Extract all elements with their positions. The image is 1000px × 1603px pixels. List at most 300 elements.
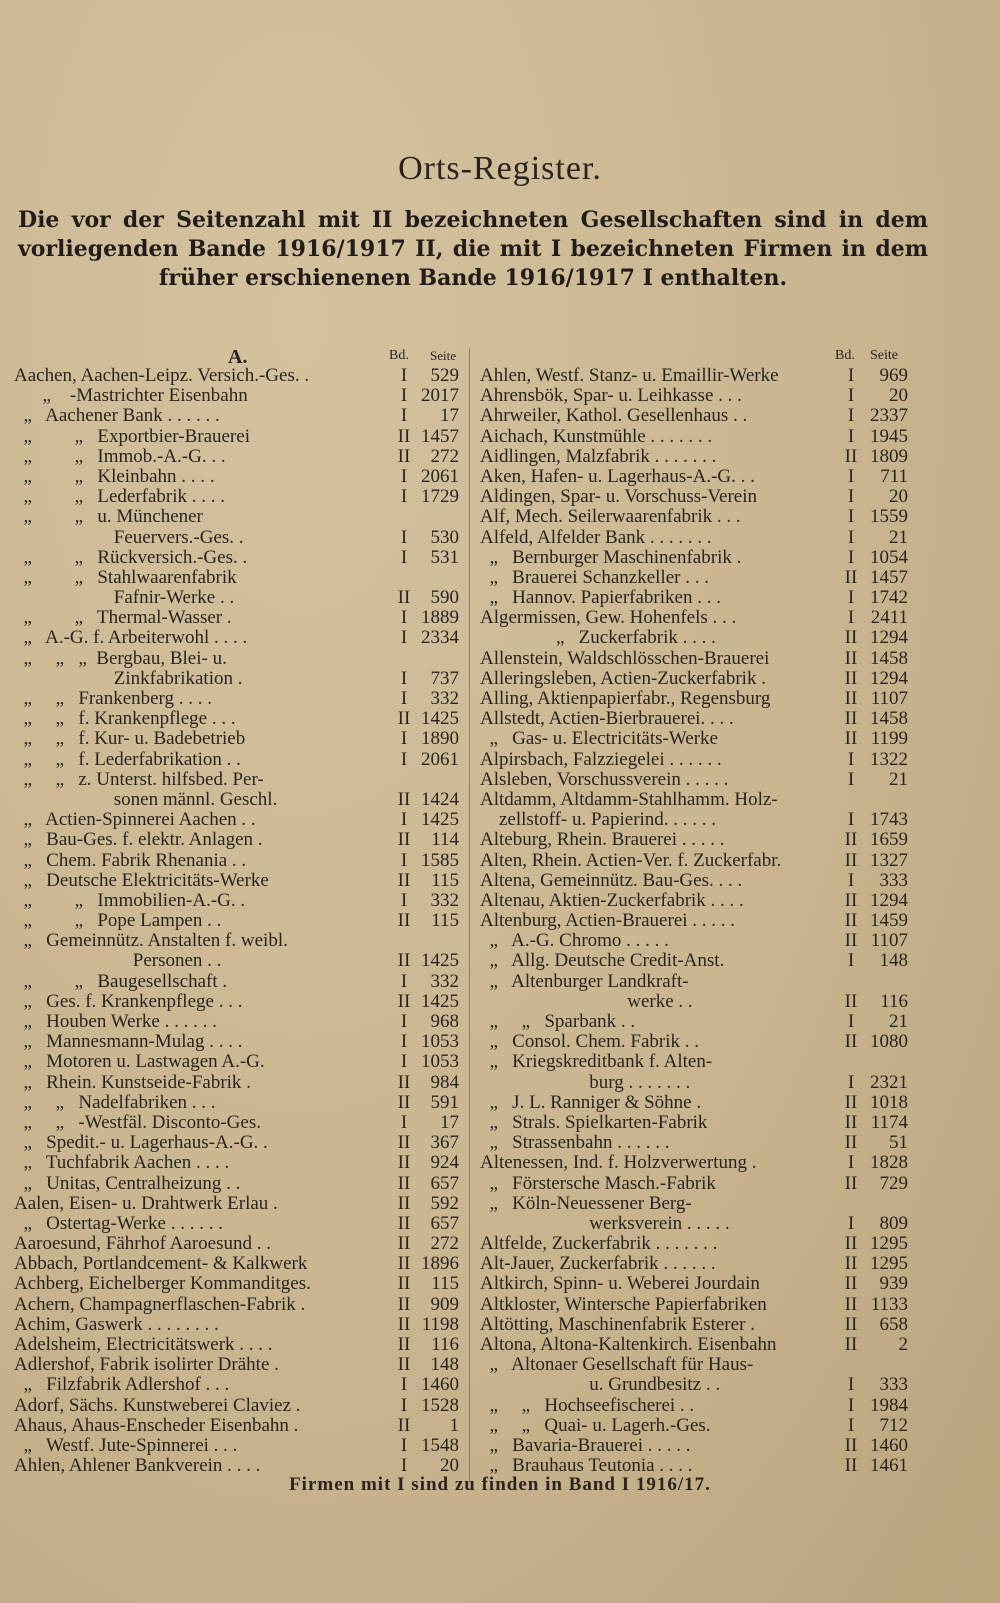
register-entry <box>14 951 470 971</box>
bd-header: Bd. <box>835 348 855 363</box>
register-entry <box>14 406 470 426</box>
bd-header: Bd. <box>389 348 409 363</box>
entry-page: 1295 <box>870 1253 908 1275</box>
register-entry <box>480 528 928 548</box>
entry-volume: I <box>400 728 408 750</box>
entry-volume: II <box>844 910 858 932</box>
entry-text: „ Bavaria-Brauerei . . . . . <box>480 1435 691 1456</box>
register-entry <box>480 992 928 1012</box>
entry-text: „ „ Immobilien-A.-G. . <box>14 890 246 911</box>
entry-text: „ Bernburger Maschinenfabrik . <box>480 547 742 568</box>
entry-page: 332 <box>430 688 459 709</box>
entry-text: „ „ Thermal-Wasser . <box>14 608 232 629</box>
entry-text: „ Aachener Bank . . . . . . <box>14 406 220 427</box>
seite-header: Seite <box>430 348 456 363</box>
entry-page: 1054 <box>870 546 908 568</box>
entry-volume: I <box>400 809 408 831</box>
entry-text: „ Strassenbahn . . . . . . <box>480 1133 670 1154</box>
entry-text: Ahlen, Westf. Stanz- u. Emaillir-Werke <box>480 366 779 386</box>
register-entry <box>480 406 928 426</box>
entry-volume: II <box>397 1273 411 1295</box>
register-entry <box>14 1375 470 1395</box>
entry-page: 116 <box>880 990 908 1012</box>
entry-volume: II <box>844 1434 858 1456</box>
entry-volume: II <box>844 688 858 709</box>
entry-page: 1896 <box>421 1253 459 1275</box>
register-entry <box>14 669 470 689</box>
entry-page: 1458 <box>870 647 908 669</box>
entry-volume: I <box>400 365 408 386</box>
entry-page: 1053 <box>421 1051 459 1073</box>
entry-text: Ahaus, Ahaus-Enscheder Eisenbahn . <box>14 1415 299 1436</box>
entry-text: „ Brauerei Schanzkeller . . . <box>480 567 709 588</box>
entry-page: 1559 <box>870 506 908 528</box>
register-entry <box>14 729 470 749</box>
register-entry <box>480 709 928 729</box>
register-entry <box>14 871 470 891</box>
entry-page: 1729 <box>421 486 459 508</box>
entry-volume: II <box>397 1172 411 1194</box>
entry-text: „ „ Hochseefischerei . . <box>480 1395 695 1416</box>
register-list-right <box>480 366 928 1476</box>
register-entry <box>14 1295 470 1315</box>
register-entry <box>480 810 928 830</box>
entry-volume: II <box>397 788 411 810</box>
register-entry <box>480 1012 928 1032</box>
entry-volume: I <box>847 405 855 427</box>
entry-volume: I <box>847 365 855 386</box>
register-entry <box>14 628 470 648</box>
section-letter: A. <box>228 346 248 368</box>
entry-volume: II <box>397 1334 411 1355</box>
entry-page: 1294 <box>870 627 908 649</box>
entry-page: 272 <box>430 445 459 467</box>
entry-text: „ Hannov. Papierfabriken . . . <box>480 588 721 609</box>
register-entry <box>14 1194 470 1214</box>
entry-page: 148 <box>430 1354 459 1376</box>
entry-volume: I <box>847 486 855 508</box>
entry-page: 1528 <box>421 1394 459 1416</box>
entry-page: 20 <box>440 1455 459 1477</box>
register-entry <box>480 790 928 810</box>
register-entry <box>14 1274 470 1294</box>
register-entry <box>480 1295 928 1315</box>
notice-line-2: vorliegenden Bande 1916/1917 II, die mit I bezeichneten Firmen in dem <box>18 236 928 262</box>
entry-page: 2337 <box>870 405 908 427</box>
register-entry <box>14 1113 470 1133</box>
register-entry <box>480 487 928 507</box>
entry-text: Altenburg, Actien-Brauerei . . . . . <box>480 911 736 932</box>
entry-page: 2334 <box>421 627 459 649</box>
register-entry <box>14 568 470 588</box>
entry-volume: II <box>844 1253 858 1275</box>
entry-page: 1198 <box>421 1313 459 1335</box>
entry-page: 2061 <box>421 748 459 770</box>
register-entry <box>14 447 470 467</box>
entry-page: 51 <box>889 1132 908 1154</box>
entry-page: 333 <box>879 1374 908 1396</box>
entry-page: 590 <box>430 587 459 609</box>
entry-volume: II <box>844 990 858 1012</box>
entry-volume: II <box>397 1212 411 1234</box>
entry-text: Feuervers.-Ges. . <box>14 527 244 548</box>
register-entry <box>14 467 470 487</box>
register-column-right <box>480 348 928 1476</box>
register-entry <box>14 1396 470 1416</box>
register-entry <box>14 588 470 608</box>
register-entry <box>14 1153 470 1173</box>
entry-page: 1890 <box>421 728 459 750</box>
entry-volume: II <box>397 990 411 1012</box>
entry-volume: I <box>847 869 855 891</box>
entry-volume: I <box>847 546 855 568</box>
entry-text: „ Mannesmann-Mulag . . . . <box>14 1032 243 1053</box>
notice-text <box>18 206 928 293</box>
entry-text: Alteburg, Rhein. Brauerei . . . . . <box>480 830 725 851</box>
register-entry <box>14 386 470 406</box>
entry-page: 969 <box>879 365 908 386</box>
register-entry <box>480 851 928 871</box>
entry-page: 2321 <box>870 1071 908 1093</box>
entry-volume: I <box>400 627 408 649</box>
entry-page: 1053 <box>421 1031 459 1053</box>
entry-page: 332 <box>430 889 459 911</box>
entry-volume: I <box>847 950 855 972</box>
entry-text: „ Zuckerfabrik . . . . <box>480 628 716 649</box>
entry-page: 1295 <box>870 1233 908 1255</box>
entry-page: 1294 <box>870 667 908 689</box>
register-entry <box>14 810 470 830</box>
register-entry <box>14 1436 470 1456</box>
entry-page: 1659 <box>870 829 908 851</box>
entry-page: 1080 <box>870 1031 908 1053</box>
entry-text: „ Gas- u. Electricitäts-Werke <box>480 729 718 750</box>
entry-volume: I <box>400 748 408 770</box>
entry-text: Alsleben, Vorschussverein . . . . . <box>480 769 729 790</box>
entry-text: Ahlen, Ahlener Bankverein . . . . <box>14 1456 261 1477</box>
entry-volume: II <box>397 1071 411 1093</box>
entry-volume: II <box>844 445 858 467</box>
register-entry <box>480 1032 928 1052</box>
entry-text: „ Spedit.- u. Lagerhaus-A.-G. . <box>14 1133 268 1154</box>
entry-text: „ Motoren u. Lastwagen A.-G. <box>14 1052 265 1073</box>
entry-text: „ Filzfabrik Adlershof . . . <box>14 1375 230 1396</box>
entry-volume: II <box>397 1253 411 1275</box>
entry-page: 1174 <box>870 1111 908 1133</box>
register-entry <box>14 709 470 729</box>
entry-page: 909 <box>430 1293 459 1315</box>
entry-volume: I <box>400 546 408 568</box>
entry-text: „ „ Frankenberg . . . . <box>14 689 213 709</box>
entry-page: 530 <box>430 526 459 548</box>
entry-page: 531 <box>430 546 459 568</box>
entry-text: Allstedt, Actien-Bierbrauerei. . . . <box>480 709 734 730</box>
entry-page: 148 <box>879 950 908 972</box>
entry-page: 1457 <box>421 425 459 447</box>
register-entry <box>480 568 928 588</box>
entry-text: „ Deutsche Elektricitäts-Werke <box>14 870 269 891</box>
entry-page: 591 <box>430 1091 459 1113</box>
entry-text: „ „ Quai- u. Lagerh.-Ges. <box>480 1415 711 1436</box>
entry-volume: II <box>844 1273 858 1295</box>
entry-page: 17 <box>440 405 459 427</box>
entry-volume: II <box>397 1091 411 1113</box>
entry-volume: I <box>400 1455 408 1477</box>
register-entry <box>14 649 470 669</box>
entry-page: 1199 <box>870 728 908 750</box>
entry-text: „ Bau-Ges. f. elektr. Anlagen . <box>14 830 263 851</box>
entry-page: 116 <box>431 1334 459 1355</box>
entry-text: Personen . . <box>14 951 222 972</box>
register-entry <box>14 528 470 548</box>
entry-text: „ Consol. Chem. Fabrik . . <box>480 1032 700 1053</box>
entry-page: 21 <box>889 768 908 790</box>
entry-volume: I <box>847 1152 855 1174</box>
register-entry <box>14 992 470 1012</box>
entry-text: „ „ u. Münchener <box>14 507 203 528</box>
register-entry <box>480 1315 928 1335</box>
entry-text: Aidlingen, Malzfabrik . . . . . . . <box>480 446 717 467</box>
entry-text: Altkloster, Wintersche Papierfabriken <box>480 1294 767 1315</box>
entry-volume: II <box>397 708 411 730</box>
entry-page: 1459 <box>870 910 908 932</box>
entry-text: „ „ f. Kur- u. Badebetrieb <box>14 729 246 750</box>
entry-volume: I <box>400 465 408 487</box>
entry-page: 924 <box>430 1152 459 1174</box>
entry-page: 21 <box>889 526 908 548</box>
entry-page: 272 <box>430 1233 459 1255</box>
entry-text: Ahrensbök, Spar- u. Leihkasse . . . <box>480 386 742 407</box>
entry-page: 1294 <box>870 889 908 911</box>
entry-volume: II <box>844 849 858 871</box>
register-entry <box>14 1234 470 1254</box>
entry-volume: I <box>400 1031 408 1053</box>
entry-volume: II <box>397 1313 411 1335</box>
entry-page: 2411 <box>870 607 908 629</box>
entry-text: „ Tuchfabrik Aachen . . . . <box>14 1153 230 1174</box>
entry-volume: II <box>844 566 858 588</box>
register-entry <box>14 427 470 447</box>
entry-text: „ Allg. Deutsche Credit-Anst. <box>480 951 725 972</box>
entry-text: „ „ -Westfäl. Disconto-Ges. <box>14 1112 261 1133</box>
entry-text: „ Westf. Jute-Spinnerei . . . <box>14 1435 238 1456</box>
register-entry <box>480 548 928 568</box>
register-entry <box>480 931 928 951</box>
register-entry <box>480 608 928 628</box>
entry-text: Alt-Jauer, Zuckerfabrik . . . . . . <box>480 1254 716 1275</box>
entry-page: 968 <box>430 1011 459 1032</box>
entry-text: „ „ z. Unterst. hilfsbed. Per- <box>14 769 264 790</box>
entry-text: Altdamm, Altdamm-Stahlhamm. Holz- <box>480 789 778 810</box>
entry-text: Achberg, Eichelberger Kommanditges. <box>14 1274 311 1295</box>
entry-text: „ „ Nadelfabriken . . . <box>14 1092 216 1113</box>
entry-text: Altenessen, Ind. f. Holzverwertung . <box>480 1153 757 1174</box>
entry-volume: II <box>844 728 858 750</box>
entry-page: 711 <box>880 465 908 487</box>
register-entry <box>14 1174 470 1194</box>
entry-page: 1425 <box>421 809 459 831</box>
entry-volume: I <box>847 748 855 770</box>
entry-volume: II <box>844 889 858 911</box>
entry-volume: II <box>844 1334 858 1355</box>
notice-line-3: früher erschienenen Bande 1916/1917 I enthalten. <box>158 265 788 291</box>
register-entry <box>14 608 470 628</box>
entry-page: 1018 <box>870 1091 908 1113</box>
entry-page: 1457 <box>870 566 908 588</box>
register-entry <box>14 1335 470 1355</box>
register-entry <box>480 588 928 608</box>
entry-text: Adlershof, Fabrik isolirter Drähte . <box>14 1355 279 1376</box>
entry-page: 1828 <box>870 1152 908 1174</box>
entry-volume: I <box>400 688 408 709</box>
entry-volume: II <box>397 1354 411 1376</box>
entry-page: 332 <box>430 970 459 992</box>
entry-volume: I <box>847 385 855 407</box>
entry-page: 1425 <box>421 708 459 730</box>
register-entry <box>14 1012 470 1032</box>
entry-text: „ „ Kleinbahn . . . . <box>14 466 215 487</box>
entry-text: Ahrweiler, Kathol. Gesellenhaus . . <box>480 406 748 427</box>
register-entry <box>14 750 470 770</box>
register-entry <box>480 1396 928 1416</box>
entry-volume: II <box>844 647 858 669</box>
entry-text: Altenau, Aktien-Zuckerfabrik . . . . <box>480 890 744 911</box>
entry-page: 657 <box>430 1172 459 1194</box>
entry-volume: II <box>844 829 858 851</box>
entry-text: sonen männl. Geschl. <box>14 789 278 810</box>
register-entry <box>480 1335 928 1355</box>
entry-page: 1425 <box>421 950 459 972</box>
entry-text: Alten, Rhein. Actien-Ver. f. Zuckerfabr. <box>480 850 782 871</box>
entry-text: Altona, Altona-Kaltenkirch. Eisenbahn <box>480 1335 777 1355</box>
entry-volume: II <box>397 425 411 447</box>
register-entry <box>14 1254 470 1274</box>
entry-text: „ J. L. Ranniger & Söhne . <box>480 1092 702 1113</box>
entry-text: Aalen, Eisen- u. Drahtwerk Erlau . <box>14 1193 278 1214</box>
register-column-left <box>14 348 470 1476</box>
register-entry <box>14 1214 470 1234</box>
entry-volume: I <box>847 465 855 487</box>
entry-volume: II <box>844 1313 858 1335</box>
entry-volume: II <box>397 1293 411 1315</box>
register-entry <box>480 871 928 891</box>
entry-volume: I <box>400 1111 408 1133</box>
entry-page: 1548 <box>421 1434 459 1456</box>
register-entry <box>14 1315 470 1335</box>
entry-volume: I <box>847 1212 855 1234</box>
entry-page: 1327 <box>870 849 908 871</box>
entry-volume: II <box>397 1152 411 1174</box>
entry-volume: II <box>844 930 858 952</box>
entry-text: „ Köln-Neuessener Berg- <box>480 1193 692 1214</box>
entry-text: „ „ f. Krankenpflege . . . <box>14 709 236 730</box>
entry-volume: II <box>844 667 858 689</box>
entry-volume: II <box>844 1172 858 1194</box>
entry-page: 115 <box>431 910 459 932</box>
register-entry <box>480 972 928 992</box>
entry-text: „ „ Baugesellschaft . <box>14 971 228 992</box>
entry-text: „ Brauhaus Teutonia . . . . <box>480 1456 693 1477</box>
register-entry <box>480 1234 928 1254</box>
entry-text: Altkirch, Spinn- u. Weberei Jourdain <box>480 1274 760 1295</box>
entry-text: Allenstein, Waldschlösschen-Brauerei <box>480 648 770 669</box>
entry-page: 1945 <box>870 425 908 447</box>
entry-text: Aachen, Aachen-Leipz. Versich.-Ges. . <box>14 366 310 386</box>
register-entry <box>14 1416 470 1436</box>
column-header <box>14 348 470 366</box>
column-divider <box>469 348 470 1483</box>
entry-page: 529 <box>430 365 459 386</box>
entry-volume: II <box>844 1455 858 1477</box>
entry-volume: I <box>847 809 855 831</box>
register-entry <box>14 689 470 709</box>
entry-page: 1458 <box>870 708 908 730</box>
register-list-left <box>14 366 470 1476</box>
entry-text: Abbach, Portlandcement- & Kalkwerk <box>14 1254 308 1275</box>
register-entry <box>480 1214 928 1234</box>
entry-page: 939 <box>879 1273 908 1295</box>
entry-page: 984 <box>430 1071 459 1093</box>
entry-text: werke . . <box>480 991 693 1012</box>
entry-volume: II <box>397 587 411 609</box>
entry-text: Altena, Gemeinnütz. Bau-Ges. . . . <box>480 870 743 891</box>
entry-volume: II <box>844 1293 858 1315</box>
entry-page: 1322 <box>870 748 908 770</box>
entry-text: „ Altenburger Landkraft- <box>480 971 689 992</box>
register-entry <box>480 1436 928 1456</box>
entry-text: Zinkfabrikation . <box>14 668 243 689</box>
entry-text: „ Unitas, Centralheizung . . <box>14 1173 241 1194</box>
entry-volume: I <box>400 607 408 629</box>
entry-volume: I <box>400 1394 408 1416</box>
register-entry <box>480 750 928 770</box>
entry-page: 1424 <box>421 788 459 810</box>
register-entry <box>14 1355 470 1375</box>
entry-volume: II <box>397 1414 411 1436</box>
entry-volume: I <box>847 587 855 609</box>
entry-page: 809 <box>879 1212 908 1234</box>
register-entry <box>480 1133 928 1153</box>
entry-page: 737 <box>430 667 459 689</box>
entry-volume: II <box>844 1111 858 1133</box>
entry-page: 1460 <box>870 1434 908 1456</box>
entry-text: „ „ Exportbier-Brauerei <box>14 426 250 447</box>
register-entry <box>480 1052 928 1072</box>
entry-page: 1 <box>449 1414 459 1436</box>
entry-page: 2061 <box>421 465 459 487</box>
entry-text: Alf, Mech. Seilerwaarenfabrik . . . <box>480 507 741 528</box>
register-entry <box>14 931 470 951</box>
register-entry <box>480 1254 928 1274</box>
register-entry <box>480 649 928 669</box>
entry-text: Aldingen, Spar- u. Vorschuss-Verein <box>480 487 758 508</box>
column-header <box>480 348 928 366</box>
register-entry <box>480 1073 928 1093</box>
entry-volume: I <box>400 667 408 689</box>
register-entry <box>480 1375 928 1395</box>
entry-page: 592 <box>430 1192 459 1214</box>
entry-volume: I <box>400 1434 408 1456</box>
entry-volume: II <box>397 1233 411 1255</box>
entry-text: u. Grundbesitz . . <box>480 1375 721 1396</box>
entry-text: „ „ Pope Lampen . . <box>14 911 222 932</box>
entry-text: „ Kriegskreditbank f. Alten- <box>480 1052 713 1073</box>
entry-text: „ Strals. Spielkarten-Fabrik <box>480 1112 708 1133</box>
register-entry <box>14 891 470 911</box>
register-entry <box>480 507 928 527</box>
register-entry <box>14 830 470 850</box>
entry-volume: II <box>844 1233 858 1255</box>
